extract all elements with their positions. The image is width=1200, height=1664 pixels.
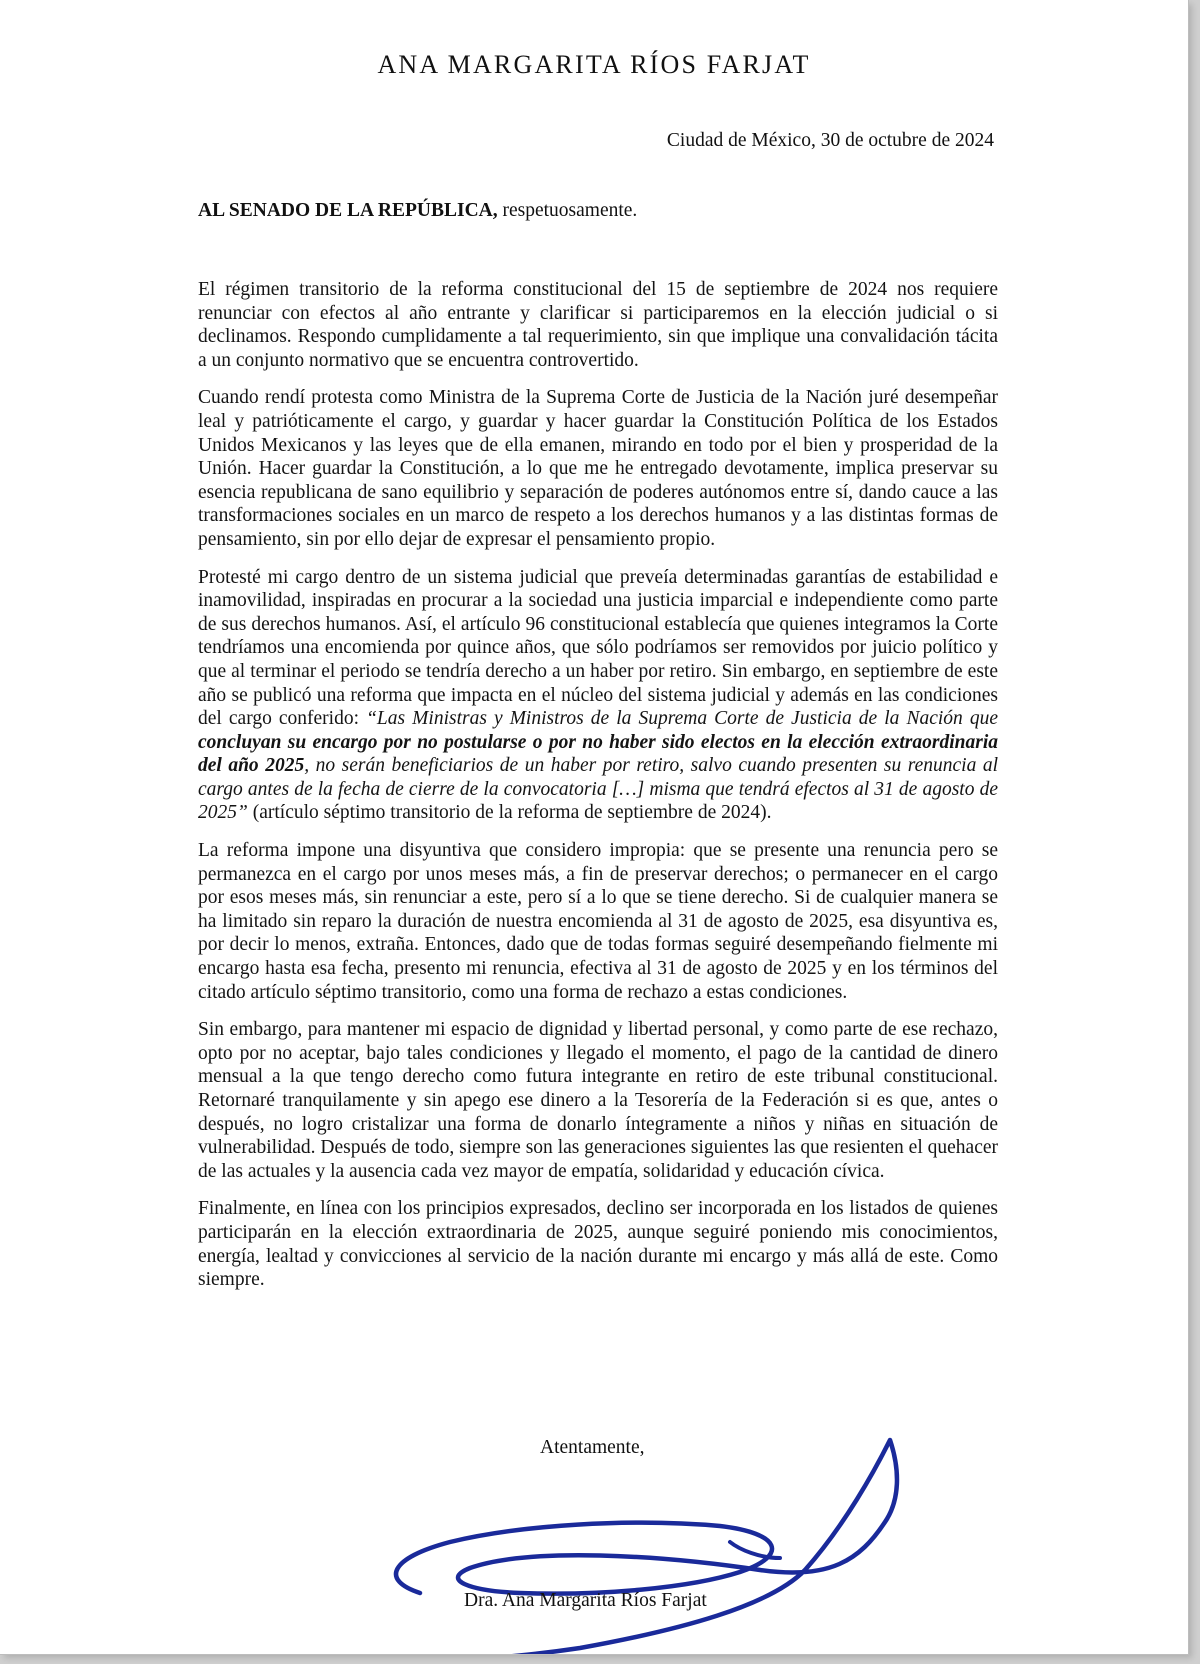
- paragraph-3-quote-start: “Las Ministras y Ministros de la Suprema Corte de Justicia de la Nación que: [366, 708, 998, 730]
- closing: Atentamente,: [540, 1437, 645, 1458]
- paragraph-3: [198, 566, 998, 826]
- paragraph-3-text: Protesté mi cargo dentro de un sistema judicial que preveía determinadas garantías de estabilidad e inamovilidad, inspiradas en procurar a la sociedad una justicia imparcial e independiente como parte de sus derechos humanos. Así, el artículo 96 constitucional establecía que quienes integramos la Corte tendríamos una encomienda por quince años, que sólo podríamos ser removidos por juicio político y que al terminar el periodo se tendría derecho a un haber por retiro. Sin embargo, en septiembre de este año se publicó una reforma que impacta en el núcleo del sistema judicial y además en las condiciones del cargo conferido:: [198, 566, 998, 730]
- salutation: [198, 200, 637, 222]
- paragraph-3-quote-end: , no serán beneficiarios de un haber por retiro, salvo cuando presenten su renuncia al cargo antes de la fecha de cierre de la convocatoria […] misma que tendrá efectos al 31 de agosto de 2025”: [198, 755, 998, 824]
- signature-stroke: [310, 1440, 897, 1654]
- signer-name: Dra. Ana Margarita Ríos Farjat: [464, 1590, 707, 1611]
- dateline: Ciudad de México, 30 de octubre de 2024: [666, 130, 994, 151]
- paragraph-3-citation: (artículo séptimo transitorio de la reforma de septiembre de 2024).: [247, 802, 772, 824]
- paragraph-6: Finalmente, en línea con los principios expresados, declino ser incorporada en los listados de quienes participarán en la elección extraordinaria de 2025, aunque seguiré poniendo mis conocimientos, energía, lealtad y convicciones al servicio de la nación durante mi encargo y más allá de este. Como siempre.: [198, 1198, 998, 1291]
- letterhead: ANA MARGARITA RÍOS FARJAT: [377, 50, 811, 79]
- paragraph-5: Sin embargo, para mantener mi espacio de dignidad y libertad personal, y como parte de ese rechazo, opto por no aceptar, bajo tales condiciones y llegado el momento, el pago de la cantidad de dinero mensual a la que tengo derecho como futura integrante en retiro de este tribunal constitucional. Retornaré tranquilamente y sin apego ese dinero a la Tesorería de la Federación si es que, antes o después, no logro cristalizar una forma de donarlo íntegramente a niños y niñas en situación de vulnerabilidad. Después de todo, siempre son las generaciones siguientes las que resienten el quehacer de las actuales y la ausencia cada vez mayor de empatía, solidaridad y educación cívica.: [198, 1019, 998, 1182]
- paragraph-4: La reforma impone una disyuntiva que considero impropia: que se presente una renuncia pero se permanezca en el cargo por unos meses más, a fin de preservar derechos; o permanecer en el cargo por esos meses más, sin renunciar a este, pero sí a lo que se tiene derecho. Si de cualquier manera se ha limitado sin reparo la duración de nuestra encomienda al 31 de agosto de 2025, esa disyuntiva es, por decir lo menos, extraña. Entonces, dado que de todas formas seguiré desempeñando fielmente mi encargo hasta esa fecha, presento mi renuncia, efectiva al 31 de agosto de 2025 y en los términos del citado artículo séptimo transitorio, como una forma de rechazo a estas condiciones.: [198, 840, 998, 1003]
- paragraph-2: Cuando rendí protesta como Ministra de la Suprema Corte de Justicia de la Nación juré desempeñar leal y patrióticamente el cargo, y guardar y hacer guardar la Constitución Política de los Estados Unidos Mexicanos y las leyes que de ella emanen, mirando en todo por el bien y prosperidad de la Unión. Hacer guardar la Constitución, a lo que me he entregado devotamente, implica preservar su esencia republicana de sano equilibrio y separación de poderes autónomos entre sí, dando cauce a las transformaciones sociales en un marco de respeto a los derechos humanos y a las distintas formas de pensamiento, sin por ello dejar de expresar el pensamiento propio.: [198, 387, 998, 550]
- paragraph-1: El régimen transitorio de la reforma constitucional del 15 de septiembre de 2024 nos requiere renunciar con efectos al año entrante y clarificar si participaremos en la elección judicial o si declinamos. Respondo cumplidamente a tal requerimiento, sin que implique una convalidación tácita a un conjunto normativo que se encuentra controvertido.: [198, 279, 998, 371]
- salutation-suffix: respetuosamente.: [497, 200, 638, 221]
- letter-body: [198, 278, 998, 1306]
- handwritten-signature: [300, 1430, 920, 1654]
- paragraph-3-quote-bold: concluyan su encargo por no postularse o por no haber sido electos en la elección extraordinaria del año 2025: [198, 731, 998, 777]
- salutation-addressee: AL SENADO DE LA REPÚBLICA,: [198, 200, 498, 221]
